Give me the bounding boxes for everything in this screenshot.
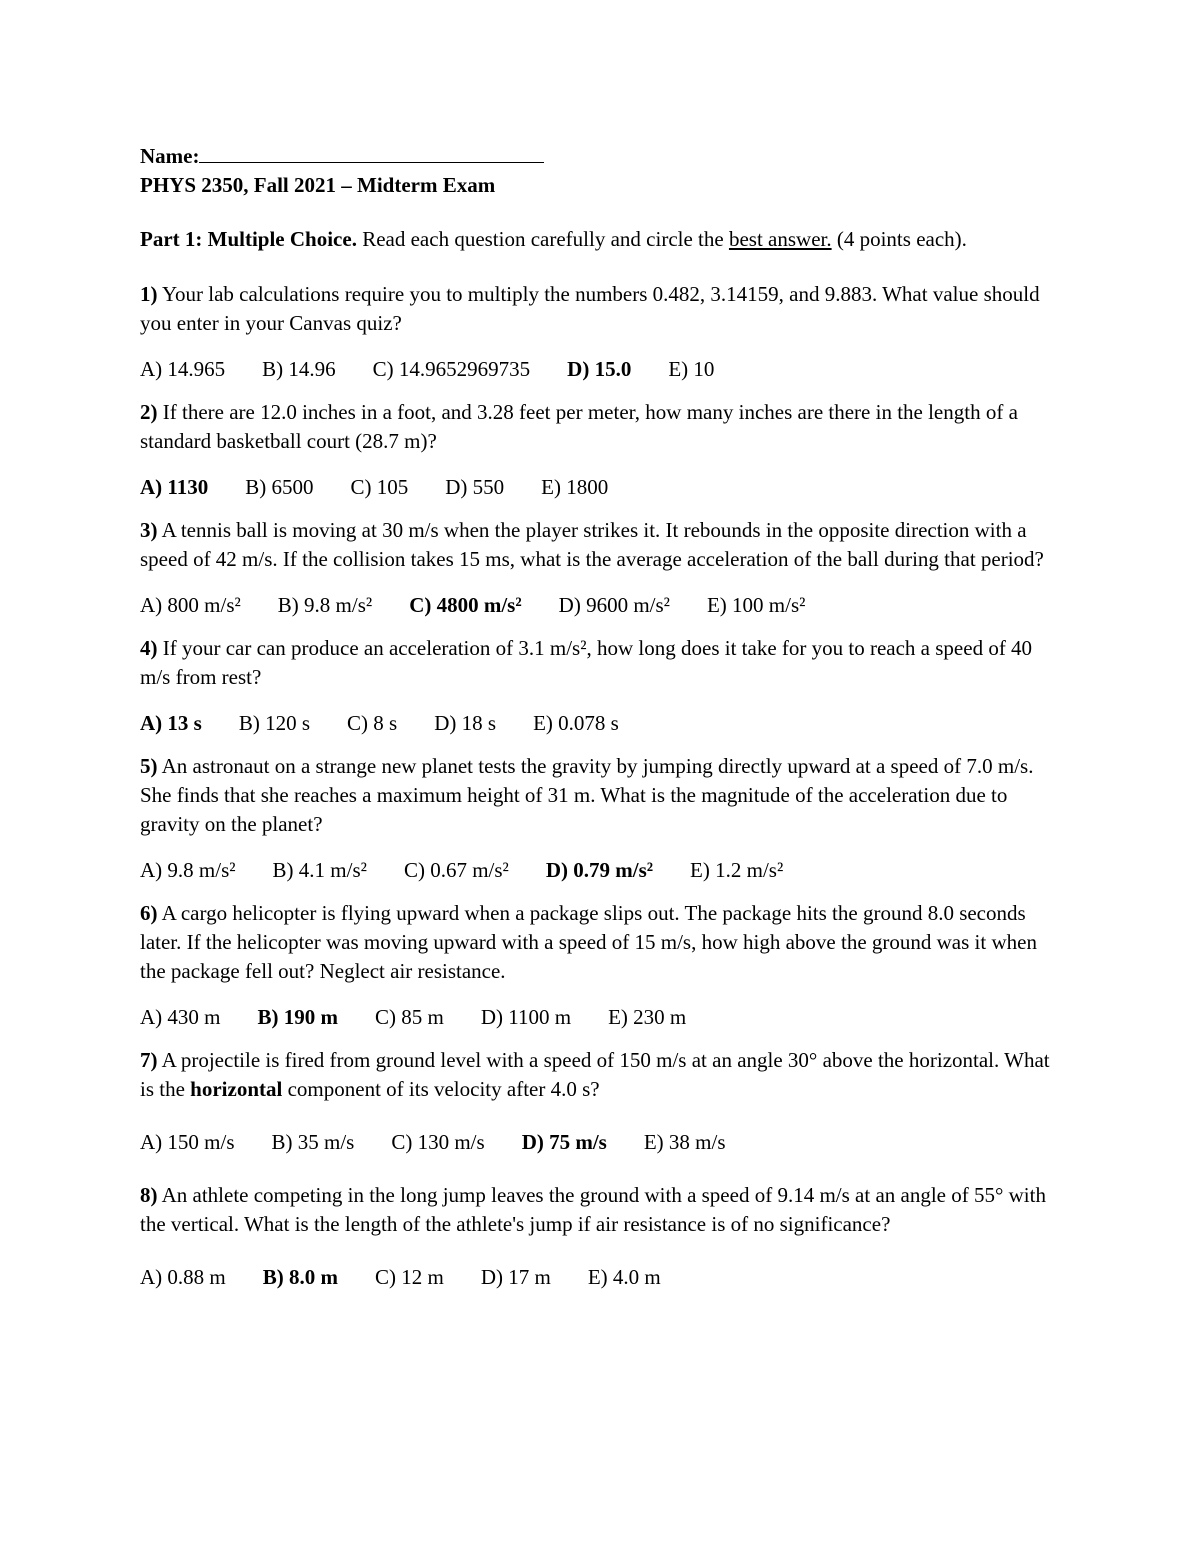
question-stem bbox=[140, 634, 1060, 692]
question-stem bbox=[140, 1046, 1060, 1104]
question-stem bbox=[140, 899, 1060, 986]
answer-choice[interactable]: C) 105 bbox=[350, 475, 409, 499]
question-number: 2) bbox=[140, 400, 158, 424]
answer-choice-correct[interactable]: C) 4800 m/s² bbox=[409, 593, 522, 617]
question-8 bbox=[140, 1181, 1060, 1292]
question-text: A tennis ball is moving at 30 m/s when the player strikes it. It rebounds in the opposite direction with a speed of 42 m/s. If the collision takes 15 ms, what is the average acceleration of the ball during that period? bbox=[140, 518, 1044, 571]
answer-choice[interactable]: E) 38 m/s bbox=[643, 1130, 726, 1154]
question-text: A cargo helicopter is flying upward when a package slips out. The package hits the ground 8.0 seconds later. If the helicopter was moving upward with a speed of 15 m/s, how high above the ground was it when the package fell out? Neglect air resistance. bbox=[140, 901, 1037, 983]
question-number: 7) bbox=[140, 1048, 158, 1072]
answer-choice[interactable]: B) 35 m/s bbox=[271, 1130, 355, 1154]
part1-instructions-post: (4 points each). bbox=[831, 227, 967, 251]
answer-choice[interactable]: A) 150 m/s bbox=[140, 1130, 235, 1154]
question-stem bbox=[140, 280, 1060, 338]
question-number: 3) bbox=[140, 518, 158, 542]
question-text: Your lab calculations require you to multiply the numbers 0.482, 3.14159, and 9.883. What value should you enter in your Canvas quiz? bbox=[140, 282, 1040, 335]
part1-instructions bbox=[140, 225, 1060, 254]
answer-choice[interactable]: E) 230 m bbox=[608, 1005, 687, 1029]
answer-choice[interactable]: C) 8 s bbox=[347, 711, 398, 735]
exam-page bbox=[140, 142, 1060, 1292]
answer-choice[interactable]: C) 85 m bbox=[375, 1005, 444, 1029]
answer-choices bbox=[140, 709, 1060, 738]
answer-choice[interactable]: D) 1100 m bbox=[480, 1005, 572, 1029]
questions-list bbox=[140, 280, 1060, 1292]
question-stem bbox=[140, 516, 1060, 574]
answer-choice-correct[interactable]: D) 75 m/s bbox=[521, 1130, 607, 1154]
question-5 bbox=[140, 752, 1060, 885]
answer-choice-correct[interactable]: A) 1130 bbox=[140, 475, 209, 499]
question-number: 6) bbox=[140, 901, 158, 925]
course-title: PHYS 2350, Fall 2021 – Midterm Exam bbox=[140, 173, 496, 197]
answer-choice[interactable]: E) 10 bbox=[668, 357, 715, 381]
answer-choice[interactable]: A) 9.8 m/s² bbox=[140, 858, 236, 882]
part1-instructions-pre: Read each question carefully and circle the bbox=[356, 227, 729, 251]
answer-choice[interactable]: A) 14.965 bbox=[140, 357, 226, 381]
question-text: If there are 12.0 inches in a foot, and 3.28 feet per meter, how many inches are there in the length of a standard basketball court (28.7 m)? bbox=[140, 400, 1018, 453]
answer-choice[interactable]: C) 12 m bbox=[375, 1265, 444, 1289]
answer-choice[interactable]: E) 1800 bbox=[541, 475, 609, 499]
answer-choices bbox=[140, 591, 1060, 620]
question-stem bbox=[140, 1181, 1060, 1239]
name-blank-line bbox=[199, 142, 544, 163]
answer-choice[interactable]: A) 430 m bbox=[140, 1005, 221, 1029]
answer-choices bbox=[140, 1128, 1060, 1157]
answer-choice[interactable]: C) 14.9652969735 bbox=[372, 357, 531, 381]
answer-choice-correct[interactable]: B) 8.0 m bbox=[262, 1265, 338, 1289]
answer-choices bbox=[140, 1003, 1060, 1032]
answer-choice-correct[interactable]: D) 15.0 bbox=[567, 357, 632, 381]
question-4 bbox=[140, 634, 1060, 738]
answer-choice[interactable]: D) 550 bbox=[445, 475, 505, 499]
question-1 bbox=[140, 280, 1060, 384]
answer-choices bbox=[140, 1263, 1060, 1292]
question-2 bbox=[140, 398, 1060, 502]
answer-choice[interactable]: B) 4.1 m/s² bbox=[272, 858, 367, 882]
answer-choices bbox=[140, 856, 1060, 885]
question-text: An astronaut on a strange new planet tests the gravity by jumping directly upward at a speed of 7.0 m/s. She finds that she reaches a maximum height of 31 m. What is the magnitude of the acceleration due to gravity on the planet? bbox=[140, 754, 1034, 836]
answer-choice[interactable]: A) 800 m/s² bbox=[140, 593, 241, 617]
answer-choices bbox=[140, 355, 1060, 384]
part1-label: Part 1: Multiple Choice. bbox=[140, 227, 357, 251]
question-text: A projectile is fired from ground level with a speed of 150 m/s at an angle 30° above the horizontal. What is the bbox=[140, 1048, 1050, 1101]
answer-choice[interactable]: E) 1.2 m/s² bbox=[690, 858, 784, 882]
part1-instructions-underlined: best answer. bbox=[728, 227, 832, 251]
name-label: Name: bbox=[140, 144, 200, 168]
answer-choice[interactable]: E) 100 m/s² bbox=[706, 593, 806, 617]
question-3 bbox=[140, 516, 1060, 620]
answer-choice[interactable]: D) 17 m bbox=[480, 1265, 551, 1289]
answer-choice[interactable]: E) 4.0 m bbox=[587, 1265, 661, 1289]
answer-choice[interactable]: D) 18 s bbox=[434, 711, 497, 735]
question-text: If your car can produce an acceleration of 3.1 m/s², how long does it take for you to reach a speed of 40 m/s from rest? bbox=[140, 636, 1033, 689]
answer-choice[interactable]: C) 0.67 m/s² bbox=[403, 858, 509, 882]
answer-choice[interactable]: A) 0.88 m bbox=[140, 1265, 226, 1289]
answer-choice-correct[interactable]: D) 0.79 m/s² bbox=[545, 858, 654, 882]
question-7 bbox=[140, 1046, 1060, 1157]
answer-choice[interactable]: B) 9.8 m/s² bbox=[277, 593, 373, 617]
name-row bbox=[140, 142, 1060, 171]
question-text: An athlete competing in the long jump leaves the ground with a speed of 9.14 m/s at an angle of 55° with the vertical. What is the length of the athlete's jump if air resistance is of no significance? bbox=[140, 1183, 1046, 1236]
question-text-emphasis: horizontal bbox=[190, 1077, 283, 1101]
question-text: component of its velocity after 4.0 s? bbox=[282, 1077, 600, 1101]
question-stem bbox=[140, 398, 1060, 456]
answer-choice[interactable]: B) 6500 bbox=[245, 475, 314, 499]
answer-choices bbox=[140, 473, 1060, 502]
answer-choice[interactable]: C) 130 m/s bbox=[391, 1130, 485, 1154]
question-stem bbox=[140, 752, 1060, 839]
question-number: 1) bbox=[140, 282, 158, 306]
question-number: 8) bbox=[140, 1183, 158, 1207]
question-6 bbox=[140, 899, 1060, 1032]
answer-choice[interactable]: B) 120 s bbox=[238, 711, 311, 735]
answer-choice[interactable]: B) 14.96 bbox=[262, 357, 336, 381]
question-number: 4) bbox=[140, 636, 158, 660]
answer-choice-correct[interactable]: A) 13 s bbox=[140, 711, 202, 735]
answer-choice-correct[interactable]: B) 190 m bbox=[257, 1005, 338, 1029]
question-number: 5) bbox=[140, 754, 158, 778]
answer-choice[interactable]: D) 9600 m/s² bbox=[558, 593, 670, 617]
answer-choice[interactable]: E) 0.078 s bbox=[533, 711, 619, 735]
